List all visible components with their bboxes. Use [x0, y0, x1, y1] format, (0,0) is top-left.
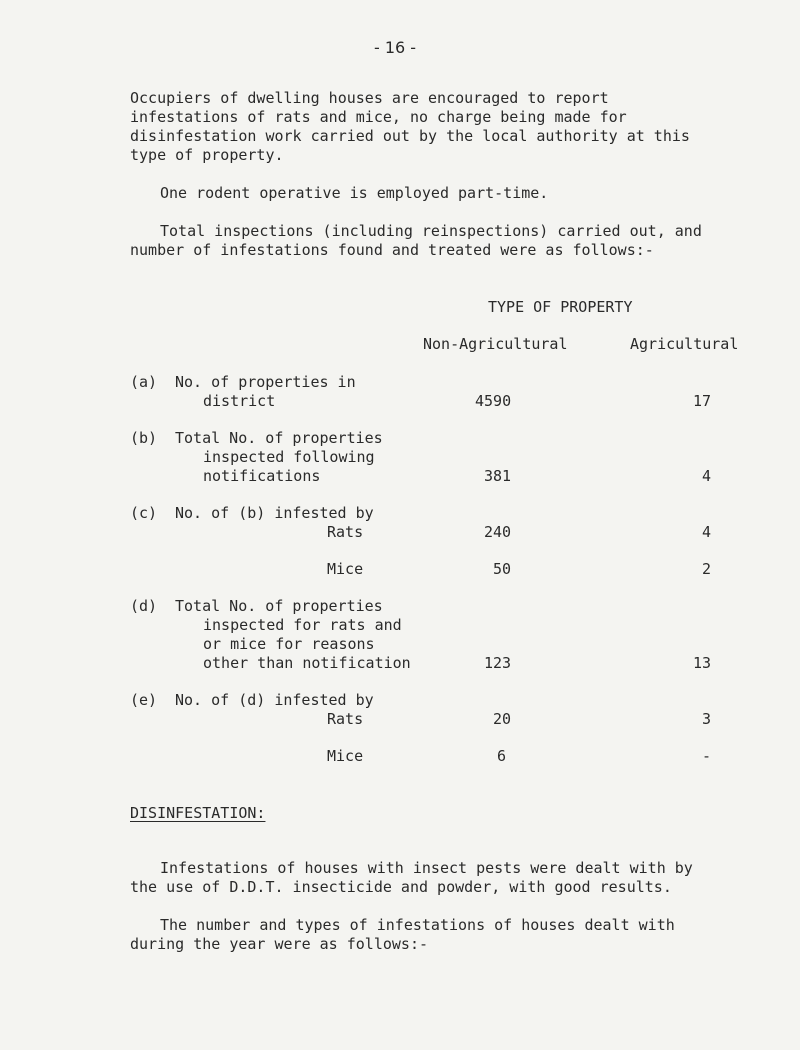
row-a-agri: 17 — [693, 392, 712, 410]
row-c-non-agri: 240 — [484, 523, 512, 541]
row-b-label-line-3: notifications — [203, 467, 321, 485]
row-a-label-line-1: No. of properties in — [175, 373, 356, 391]
inspections-line-2: number of infestations found and treated were as follows:- — [130, 241, 654, 259]
row-c-label-line-2: Rats — [327, 523, 364, 541]
row-b-agri: 4 — [702, 467, 712, 485]
row-d-label-line-4: other than notification — [203, 654, 411, 672]
row-c-mice-agri: 2 — [702, 560, 712, 578]
inspections-line-1: Total inspections (including reinspections) carried out, and — [160, 222, 702, 240]
row-a-non-agri: 4590 — [475, 392, 512, 410]
page-number: - 16 - — [374, 38, 417, 57]
row-e-agri: 3 — [702, 710, 712, 728]
disinfestation-line-2: the use of D.D.T. insecticide and powder, with good results. — [130, 878, 672, 896]
intro-line-1: Occupiers of dwelling houses are encouraged to report — [130, 89, 609, 107]
rodent-operative-text: One rodent operative is employed part-time. — [160, 184, 549, 202]
col-header-agricultural: Agricultural — [630, 335, 739, 353]
intro-line-4: type of property. — [130, 146, 284, 164]
row-c-marker: (c) — [130, 504, 158, 522]
row-c-agri: 4 — [702, 523, 712, 541]
row-a-label-line-2: district — [203, 392, 276, 410]
row-e-label-line-1: No. of (d) infested by — [175, 691, 374, 709]
row-c-mice-label: Mice — [327, 560, 364, 578]
disinfestation-heading: DISINFESTATION: — [130, 804, 266, 822]
closing-line-1: The number and types of infestations of houses dealt with — [160, 916, 675, 934]
closing-line-2: during the year were as follows:- — [130, 935, 429, 953]
row-a-marker: (a) — [130, 373, 158, 391]
row-e-mice-label: Mice — [327, 747, 364, 765]
row-d-marker: (d) — [130, 597, 158, 615]
row-d-non-agri: 123 — [484, 654, 512, 672]
intro-line-3: disinfestation work carried out by the local authority at this — [130, 127, 690, 145]
row-c-label-line-1: No. of (b) infested by — [175, 504, 374, 522]
row-e-mice-non-agri: 6 — [497, 747, 507, 765]
row-b-label-line-2: inspected following — [203, 448, 375, 466]
row-d-label-line-2: inspected for rats and — [203, 616, 402, 634]
row-e-marker: (e) — [130, 691, 158, 709]
col-header-non-agricultural: Non-Agricultural — [423, 335, 568, 353]
table-heading: TYPE OF PROPERTY — [488, 298, 633, 316]
row-b-non-agri: 381 — [484, 467, 512, 485]
row-d-label-line-1: Total No. of properties — [175, 597, 383, 615]
row-b-marker: (b) — [130, 429, 158, 447]
row-d-agri: 13 — [693, 654, 712, 672]
row-e-label-line-2: Rats — [327, 710, 364, 728]
row-d-label-line-3: or mice for reasons — [203, 635, 375, 653]
row-c-mice-non-agri: 50 — [493, 560, 512, 578]
row-e-mice-agri: - — [702, 747, 712, 765]
disinfestation-line-1: Infestations of houses with insect pests were dealt with by — [160, 859, 693, 877]
row-b-label-line-1: Total No. of properties — [175, 429, 383, 447]
row-e-non-agri: 20 — [493, 710, 512, 728]
intro-line-2: infestations of rats and mice, no charge being made for — [130, 108, 627, 126]
